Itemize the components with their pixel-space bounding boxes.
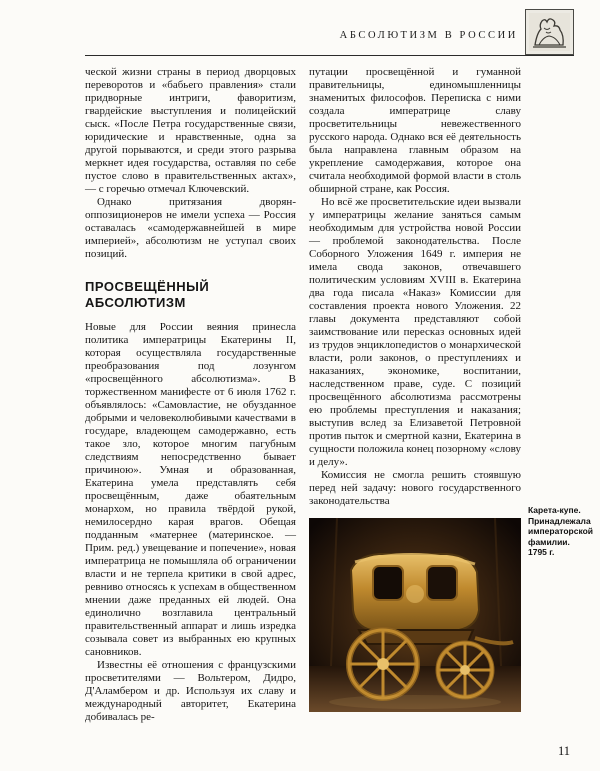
header-rule [85, 55, 574, 56]
photo-caption: Карета-купе. Принадлежала императорской фамилии. 1795 г. [528, 505, 594, 557]
body-paragraph: Однако притязания дворян-оппозиционеров не имели успеха — Россия оставалась «самодержавнейшей в мире империей», абсолютизм не уступал своих позиций. [85, 196, 296, 260]
section-heading-line: АБСОЛЮТИЗМ [85, 295, 186, 310]
page-number: 11 [557, 744, 570, 758]
body-paragraph: ческой жизни страны в период дворцовых переворотов и «бабьего правления» стали придворные интриги, фаворитизм, гвардейские выступления и полицейский сыск. «После Петра государственные связи, юридические и нравственные, одна за другой порываются, и среди этого разрыва меркнет идея государства, оставляя по себе пустое слово в правительственных актах», — с горечью отмечал Ключевский. [85, 66, 296, 195]
body-paragraph: Но всё же просветительские идеи вызвали у императрицы желание заняться самым необходимым для устройства новой России — проблемой законодательства. После Соборного Уложения 1649 г. империя не имела свода законов, отвечавшего политическим условиям XVIII в. Екатерина два года писала «Наказ» Комиссии для составления проекта нового Уложения. 22 главы документа представляют собой заимствование или пересказ основных идей из трудов энциклопедистов о монархической власти, роли законов, о преступлениях и наказаниях, экономике, воспитании, наследственном праве, суде. С позиций просвещённого абсолютизма рассмотрены ею проблемы преступления и наказания; выступив вслед за Елизаветой Петровной против пыток и смертной казни, Екатерина в сущности положила конец позорному «слову и делу». [309, 196, 521, 468]
chapter-emblem-icon [525, 9, 574, 55]
right-column [309, 66, 521, 712]
running-head: АБСОЛЮТИЗМ В РОССИИ [339, 30, 518, 41]
section-heading-line: ПРОСВЕЩЁННЫЙ [85, 279, 210, 294]
left-column [85, 66, 296, 724]
body-paragraph: Комиссия не смогла решить стоявшую перед ней задачу: нового государственного законодательства [309, 469, 521, 507]
section-heading [85, 279, 296, 311]
body-paragraph: Новые для России веяния принесла политика императрицы Екатерины II, которая осуществляла государственные преобразования под лозунгом «просвещённого абсолютизма». В торжественном манифесте от 6 июля 1762 г. объявлялось: «Самовластие, не обузданное добрыми и человеколюбивыми качествами в государе, владеющем самодержавно, есть такое зло, которое многим пагубным следствиям непосредственно бывает причиною». Умная и образованная, Екатерина умела представлять себя просвещённым, даже обаятельным монархом, но правила твёрдой рукой, немилосердно карая врагов. Обещая подданным «матернее (материнское. — Прим. ред.) увещевание и попечение», новая императрица не помышляла об ограничении власти и не терпела критики в свой адрес, ревниво относясь к успехам в общественном мнении даже преданных ей людей. Она единолично возглавила центральный правительственный аппарат и лишь изредка созывала совет из выбранных ею крупных сановников. [85, 321, 296, 658]
body-paragraph: путации просвещённой и гуманной правительницы, единомышленницы знаменитых философов. Переписка с ними создала императрице славу просветительницы невежественного русского народа. Однако вся её деятельность была направлена главным образом на укрепление самодержавия, которое она считала необходимой формой власти в столь обширной стране, как Россия. [309, 66, 521, 195]
body-paragraph: Известны её отношения с французскими просветителями — Вольтером, Дидро, Д'Аламбером и др. Используя их славу и международный авторитет, Екатерина добивалась ре- [85, 659, 296, 723]
carriage-photo [309, 518, 521, 712]
